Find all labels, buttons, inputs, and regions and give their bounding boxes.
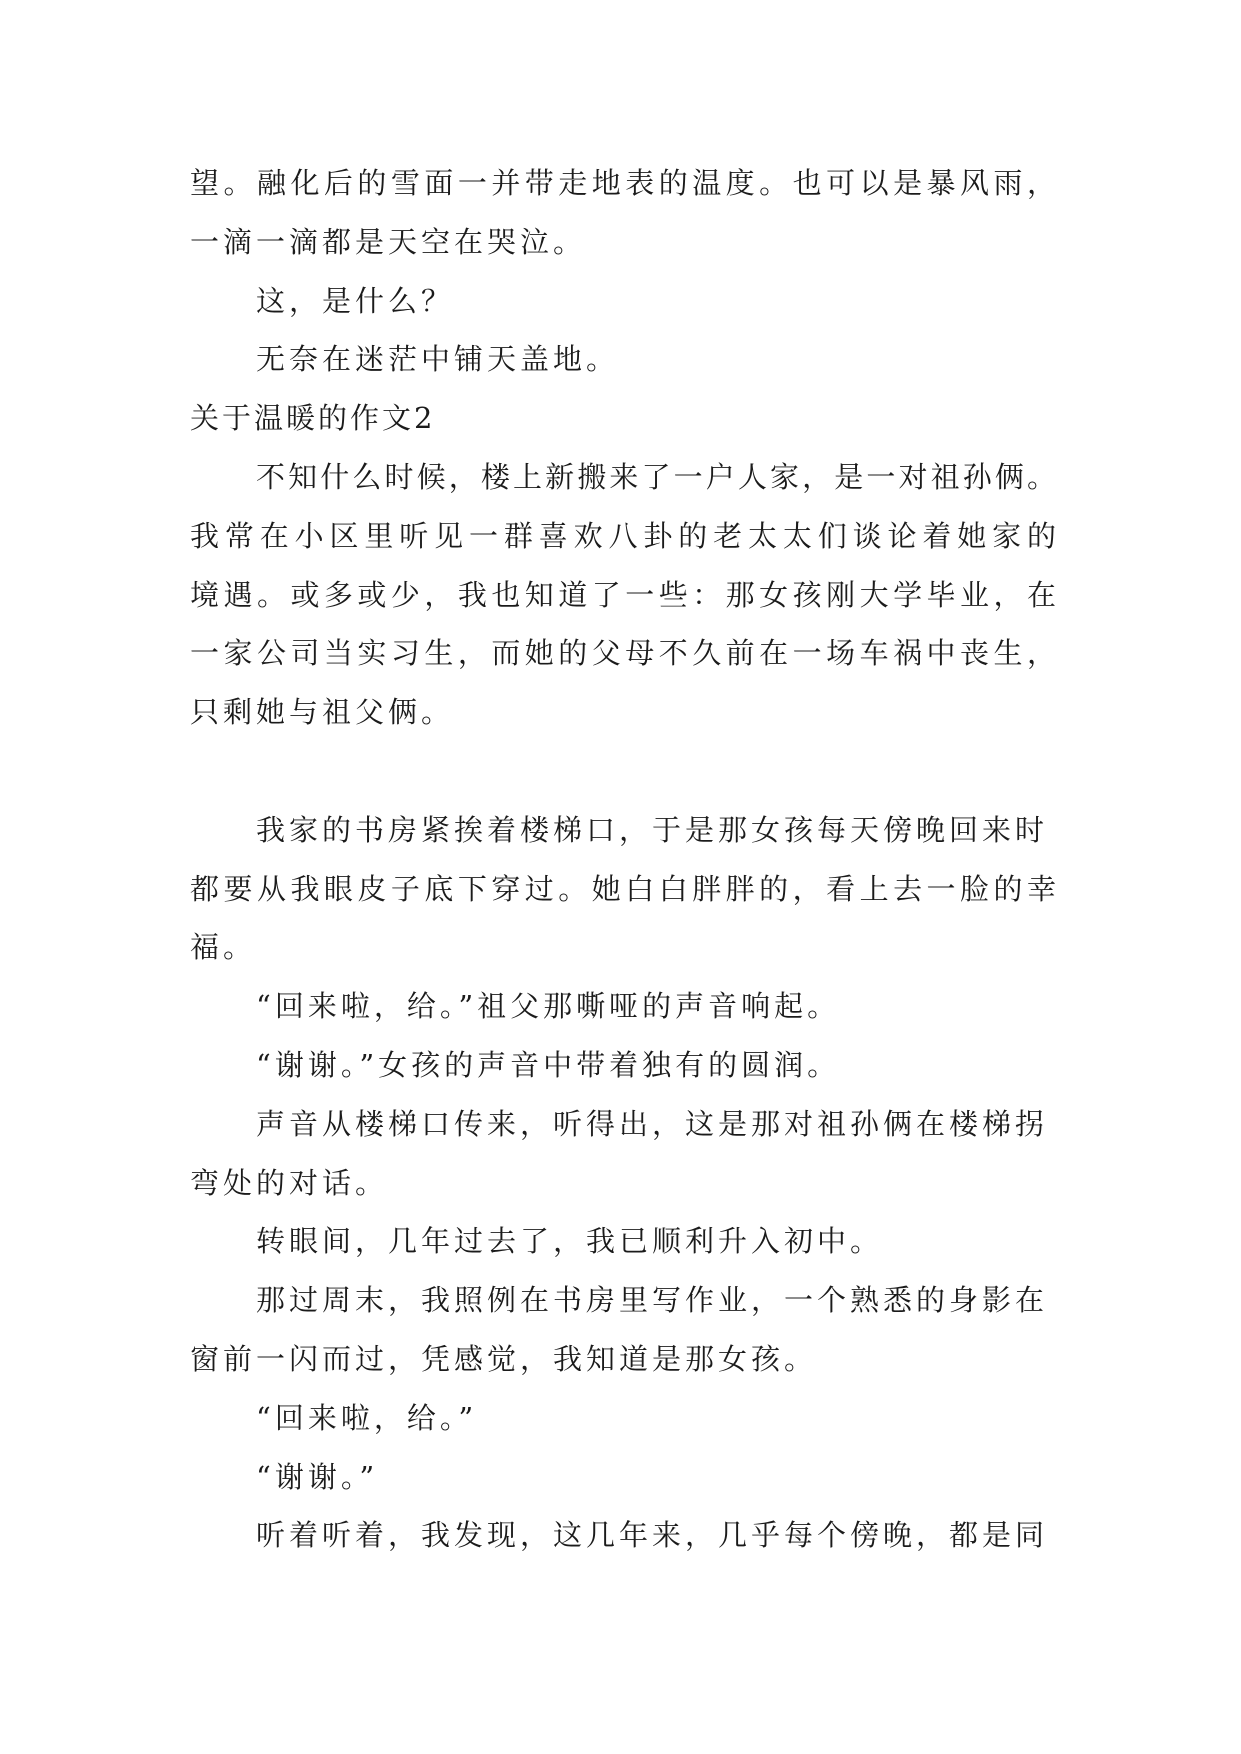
text-line: 望。融化后的雪面一并带走地表的温度。也可以是暴风雨， <box>190 166 1056 200</box>
text-line: 我家的书房紧挨着楼梯口，于是那女孩每天傍晚回来时 <box>256 812 1049 847</box>
text-line: 一家公司当实习生，而她的父母不久前在一场车祸中丧生， <box>190 636 1056 671</box>
paragraph <box>190 1448 1056 1507</box>
section-heading: 关于温暖的作文2 <box>190 401 436 436</box>
text-line: 声音从楼梯口传来，听得出，这是那对祖孙俩在楼梯拐 <box>256 1106 1049 1141</box>
text-line: 我常在小区里听见一群喜欢八卦的老太太们谈论着她家的 <box>190 518 1056 553</box>
blank-line <box>190 742 1056 801</box>
paragraph <box>190 801 1056 977</box>
text-line: “回来啦，给。”祖父那嘶哑的声音响起。 <box>256 989 841 1024</box>
text-line: 都要从我眼皮子底下穿过。她白白胖胖的，看上去一脸的幸 <box>190 871 1056 906</box>
text-line: 转眼间，几年过去了，我已顺利升入初中。 <box>256 1224 884 1259</box>
paragraph <box>190 1271 1056 1389</box>
paragraph <box>190 330 1056 389</box>
text-line: 窗前一闪而过，凭感觉，我知道是那女孩。 <box>190 1341 818 1376</box>
paragraph <box>190 1036 1056 1095</box>
paragraph <box>190 154 1056 272</box>
text-line: 这，是什么？ <box>256 283 455 318</box>
text-line: “回来啦，给。” <box>256 1400 478 1435</box>
text-line: “谢谢。” <box>256 1459 379 1494</box>
paragraph <box>190 272 1056 331</box>
paragraph <box>190 448 1056 742</box>
text-line: “谢谢。”女孩的声音中带着独有的圆润。 <box>256 1047 841 1082</box>
paragraph <box>190 1389 1056 1448</box>
document-body <box>190 154 1056 1565</box>
paragraph <box>190 1212 1056 1271</box>
text-line: 境遇。或多或少，我也知道了一些：那女孩刚大学毕业，在 <box>190 577 1056 612</box>
text-line: 听着听着，我发现，这几年来，几乎每个傍晚，都是同 <box>256 1518 1049 1553</box>
text-line: 福。 <box>190 930 257 965</box>
text-line: 无奈在迷茫中铺天盖地。 <box>256 342 620 377</box>
text-line: 只剩她与祖父俩。 <box>190 695 455 730</box>
paragraph <box>190 1095 1056 1213</box>
paragraph <box>190 977 1056 1036</box>
text-line: 不知什么时候，楼上新搬来了一户人家，是一对祖孙俩。 <box>256 459 1056 494</box>
text-line: 弯处的对话。 <box>190 1165 389 1200</box>
text-line: 一滴一滴都是天空在哭泣。 <box>190 224 587 259</box>
paragraph <box>190 1506 1056 1565</box>
text-line: 那过周末，我照例在书房里写作业，一个熟悉的身影在 <box>256 1283 1049 1318</box>
